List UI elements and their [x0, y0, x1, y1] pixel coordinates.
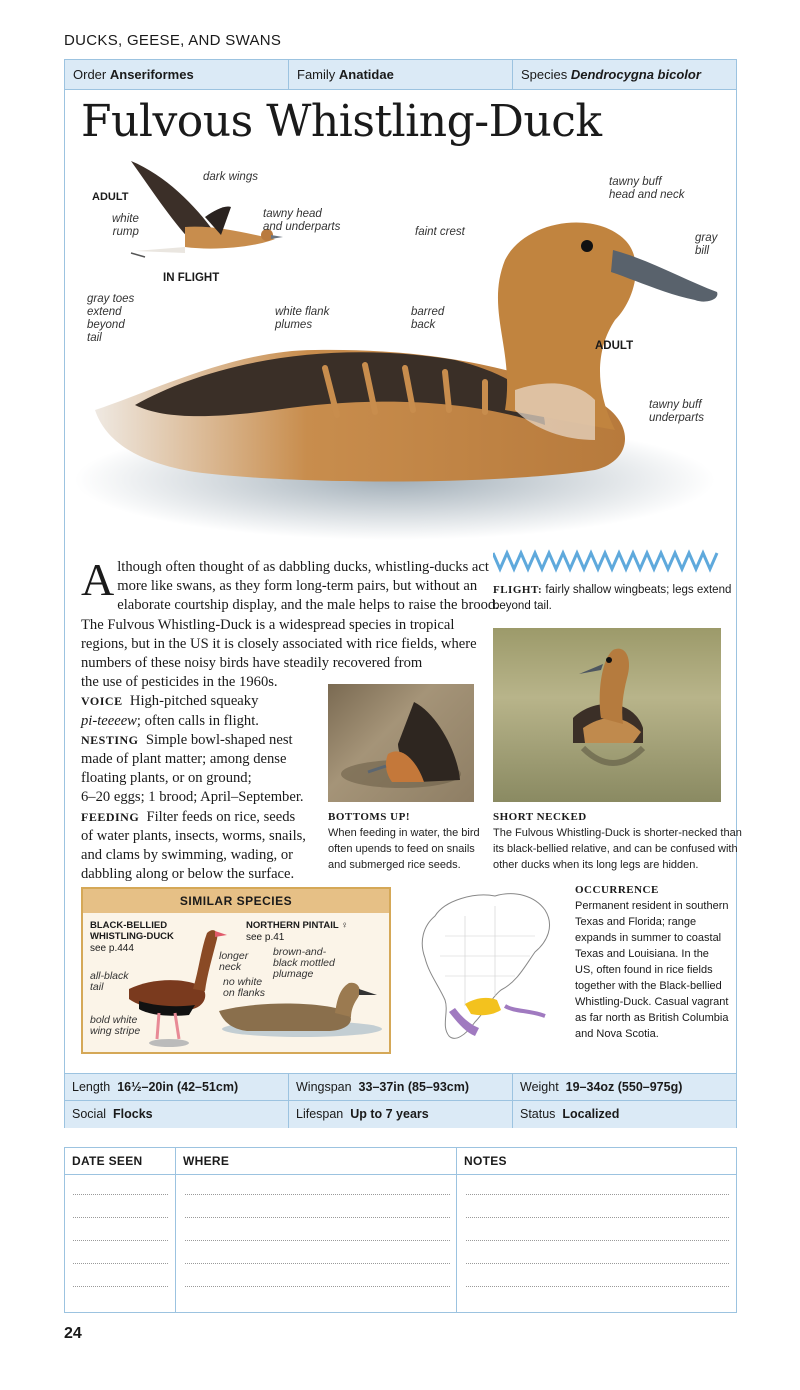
taxonomy-family: Family Anatidae	[289, 60, 513, 89]
photo-short-necked	[493, 628, 721, 802]
flight-adult-tag: ADULT	[92, 191, 129, 203]
callout-tawny-underparts: tawny buff underparts	[649, 399, 704, 424]
occurrence-heading: OCCURRENCE	[575, 884, 659, 896]
adult-tag: ADULT	[595, 340, 634, 352]
taxonomy-order: Order Anseriformes	[65, 60, 289, 89]
similar-sp1-see: see p.444	[90, 943, 134, 954]
similar-species-heading: SIMILAR SPECIES	[83, 889, 389, 913]
similar-sp2-see: see p.41	[246, 932, 285, 943]
occurrence-text: Permanent resident in southern Texas and Florida; range expands in summer to coastal Texas and Louisiana. In the US, often found in rice fields together with the Black-bellied Whistling-Duck. Casual vagrant as far north as British Columbia and Nova Scotia.	[575, 900, 729, 1040]
similar-sp1-name: BLACK-BELLIED WHISTLING-DUCK	[90, 920, 174, 942]
page-title: Fulvous Whistling-Duck	[81, 96, 602, 147]
flight-pattern-icon	[493, 549, 721, 573]
flight-description: FLIGHT: fairly shallow wingbeats; legs extend beyond tail.	[493, 584, 732, 612]
caption-short-necked-heading: SHORT NECKED	[493, 811, 587, 823]
species-card	[64, 59, 742, 1128]
stat-length: Length 16½–20in (42–51cm)	[65, 1074, 289, 1100]
callout-dark-wings: dark wings	[203, 171, 258, 183]
callout-faint-crest: faint crest	[415, 226, 465, 238]
callout-white-rump: white rump	[112, 213, 139, 238]
stat-wingspan: Wingspan 33–37in (85–93cm)	[289, 1074, 513, 1100]
callout-tawny-head: tawny head and underparts	[263, 208, 341, 233]
similar-callout-longer-neck: longer neck	[219, 950, 249, 973]
page-number: 24	[64, 1325, 82, 1342]
sighting-log	[64, 1147, 737, 1313]
caption-short-necked-text: The Fulvous Whistling-Duck is shorter-necked than its black-bellied relative, and can be confused with other ducks when its long legs are hidden.	[493, 827, 742, 871]
taxonomy-species: Species Dendrocygna bicolor	[521, 67, 701, 82]
taxonomy-bar	[65, 60, 736, 90]
log-date-header: DATE SEEN	[65, 1148, 176, 1174]
caption-bottoms-up-text: When feeding in water, the bird often upends to feed on snails and submerged rice seeds.	[328, 827, 480, 871]
nesting-section: NESTING Simple bowl-shaped nest	[81, 731, 293, 748]
similar-callout-mottled: brown-and- black mottled plumage	[273, 946, 335, 980]
stat-weight: Weight 19–34oz (550–975g)	[520, 1080, 683, 1094]
section-header: DUCKS, GEESE, AND SWANS	[64, 32, 282, 49]
callout-barred-back: barred back	[411, 306, 445, 331]
drop-cap: A	[81, 554, 115, 605]
feeding-section: FEEDING Filter feeds on rice, seeds	[81, 808, 296, 825]
log-where-header: WHERE	[176, 1148, 457, 1174]
similar-species-box	[81, 887, 391, 1054]
similar-callout-wing-stripe: bold white wing stripe	[90, 1014, 141, 1037]
callout-tawny-head-neck: tawny buff head and neck	[609, 176, 685, 201]
stat-status: Status Localized	[520, 1107, 620, 1121]
similar-callout-no-white: no white on flanks	[223, 976, 266, 999]
callout-gray-toes: gray toes extend beyond tail	[87, 293, 135, 344]
in-flight-label: IN FLIGHT	[163, 272, 220, 284]
voice-section: VOICE High-pitched squeaky	[81, 693, 259, 710]
similar-sp2-name: NORTHERN PINTAIL ♀	[246, 920, 349, 931]
species-description: A lthough often thought of as dabbling ducks, whistling-ducks act more like swans, as they form long-term pairs, but without an elaborate courtship display, and the male helps to raise the brood. The Fulvous Whistling-Duck is a widespread species in tropical regions, but in the US it is closely associated with rice fields, where numbers of these noisy birds have steadily recovered from the use of pesticides in the 1960s. VOICE High-pitched squeaky pi-teeeew; often calls in flight. NESTING Simple bowl-shaped nest made of plant matter; among dense floating plants, or on ground; 6–20 eggs; 1 brood; April–September. FEEDING Filter feeds on rice, seeds of water plants, insects, worms, snails, and clams by swimming, wading, or dabbling along or below the surface.	[81, 554, 499, 883]
callout-white-flank: white flank plumes	[275, 306, 330, 331]
range-map	[405, 886, 565, 1048]
photo-bottoms-up	[328, 684, 474, 802]
stats-table	[65, 1073, 736, 1128]
stat-social: Social Flocks	[65, 1101, 289, 1128]
adult-duck-illustration	[75, 200, 735, 550]
callout-gray-bill: gray bill	[695, 232, 718, 257]
log-where-column[interactable]	[176, 1175, 457, 1312]
stat-lifespan: Lifespan Up to 7 years	[289, 1101, 513, 1128]
similar-callout-black-tail: all-black tail	[90, 970, 129, 993]
caption-bottoms-up-heading: BOTTOMS UP!	[328, 811, 411, 823]
log-notes-header: NOTES	[464, 1154, 507, 1168]
log-date-column[interactable]	[65, 1175, 176, 1312]
